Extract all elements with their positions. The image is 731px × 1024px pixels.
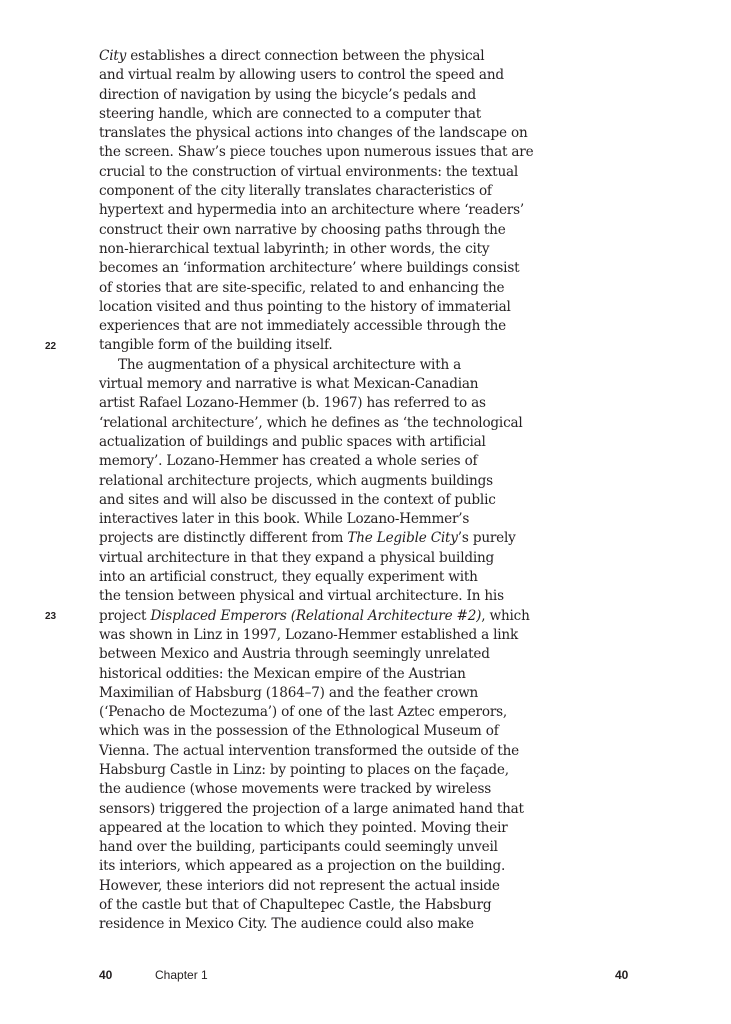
text-line [99,259,589,278]
italic-title: The Legible City [347,530,458,547]
text-line [99,452,589,471]
text-run: The augmentation of a physical architecture with a [118,356,462,373]
text-run: construct their own narrative by choosing paths through the [99,221,506,238]
text-line [99,626,589,645]
text-run: Vienna. The actual intervention transformed the outside of the [99,742,520,759]
text-line [99,279,589,298]
text-run: (‘Penacho de Moctezuma’) of one of the last Aztec emperors, [99,704,508,721]
italic-title: Displaced Emperors (Relational Architecture #2) [150,607,482,624]
text-run: steering handle, which are connected to a computer that [99,105,482,122]
text-line [99,915,589,934]
text-run: project [99,607,151,624]
text-run: experiences that are not immediately accessible through the [99,318,507,335]
text-run: which was in the possession of the Ethnological Museum of [99,723,499,740]
text-line [99,221,589,240]
text-line [99,607,589,626]
text-run: and sites and will also be discussed in the context of public [99,491,496,508]
text-run: into an artificial construct, they equally experiment with [99,569,478,586]
page-number-right: 40 [615,968,629,982]
text-run: and virtual realm by allowing users to control the speed and [99,67,504,84]
text-run: However, these interiors did not represent the actual inside [99,877,500,894]
text-run: was shown in Linz in 1997, Lozano-Hemmer established a link [99,626,519,643]
text-line [99,201,589,220]
text-line [99,375,589,394]
text-line [99,838,589,857]
text-line [99,414,589,433]
text-line [99,317,589,336]
text-line [99,66,589,85]
text-run: ’s purely [457,530,516,547]
text-run: ‘relational architecture’, which he defines as ‘the technological [99,414,523,431]
text-run: location visited and thus pointing to the history of immaterial [99,298,511,315]
text-line [99,182,589,201]
text-line [99,529,589,548]
text-run: translates the physical actions into changes of the landscape on [99,125,528,142]
text-run: non-hierarchical textual labyrinth; in other words, the city [99,240,490,257]
text-line [99,703,589,722]
text-run: virtual memory and narrative is what Mexican-Canadian [99,376,479,393]
text-run: artist Rafael Lozano-Hemmer (b. 1967) has referred to as [99,395,486,412]
text-run: hand over the building, participants could seemingly unveil [99,839,498,856]
text-line [99,568,589,587]
text-run: direction of navigation by using the bicycle’s pedals and [99,86,477,103]
text-line [99,722,589,741]
text-run: interactives later in this book. While Lozano-Hemmer’s [99,511,470,528]
text-run: the screen. Shaw’s piece touches upon numerous issues that are [99,144,534,161]
text-line [99,645,589,664]
text-run: crucial to the construction of virtual environments: the textual [99,163,519,180]
text-line [99,336,589,355]
text-line [99,780,589,799]
text-run: component of the city literally translates characteristics of [99,183,492,200]
text-run: its interiors, which appeared as a projection on the building. [99,858,506,875]
text-line [99,105,589,124]
text-line [99,549,589,568]
text-run: of the castle but that of Chapultepec Castle, the Habsburg [99,897,492,914]
text-line [99,240,589,259]
text-run: virtual architecture in that they expand a physical building [99,549,495,566]
chapter-label: Chapter 1 [155,968,208,982]
text-run: becomes an ‘information architecture’ where buildings consist [99,260,520,277]
text-run: hypertext and hypermedia into an architecture where ‘readers’ [99,202,524,219]
marginal-note-number: 22 [45,340,57,352]
text-run: historical oddities: the Mexican empire of the Austrian [99,665,466,682]
text-run: Maximilian of Habsburg (1864–7) and the feather crown [99,684,479,701]
text-run: establishes a direct connection between the physical [126,48,485,64]
text-line [99,356,589,375]
text-line [99,742,589,761]
text-line [99,510,589,529]
text-run: tangible form of the building itself. [99,337,333,354]
text-line [99,394,589,413]
text-line [99,877,589,896]
text-run: the audience (whose movements were tracked by wireless [99,781,492,798]
text-run: relational architecture projects, which augments buildings [99,472,493,489]
text-line [99,819,589,838]
text-run: sensors) triggered the projection of a large animated hand that [99,800,524,817]
text-line [99,163,589,182]
text-line [99,761,589,780]
text-run: , which [481,607,530,624]
text-line [99,298,589,317]
text-run: memory’. Lozano-Hemmer has created a whole series of [99,453,478,470]
text-run: between Mexico and Austria through seemingly unrelated [99,646,490,663]
text-line [99,800,589,819]
text-line [99,684,589,703]
marginal-note-number: 23 [45,610,57,622]
italic-title: City [99,48,127,64]
text-line [99,665,589,684]
text-run: of stories that are site-specific, related to and enhancing the [99,279,505,296]
text-line [99,896,589,915]
body-text-column [99,47,589,935]
text-line [99,472,589,491]
text-line [99,587,589,606]
text-run: projects are distinctly different from [99,530,348,547]
text-line [99,86,589,105]
text-line [99,143,589,162]
text-line [99,491,589,510]
text-line [99,47,589,66]
text-run: Habsburg Castle in Linz: by pointing to places on the façade, [99,761,509,778]
text-run: appeared at the location to which they pointed. Moving their [99,819,508,836]
text-run: actualization of buildings and public spaces with artificial [99,433,486,450]
page-number-left: 40 [99,968,113,982]
text-line [99,433,589,452]
text-line [99,857,589,876]
text-run: residence in Mexico City. The audience could also make [99,916,474,933]
text-line [99,124,589,143]
text-run: the tension between physical and virtual architecture. In his [99,588,504,605]
